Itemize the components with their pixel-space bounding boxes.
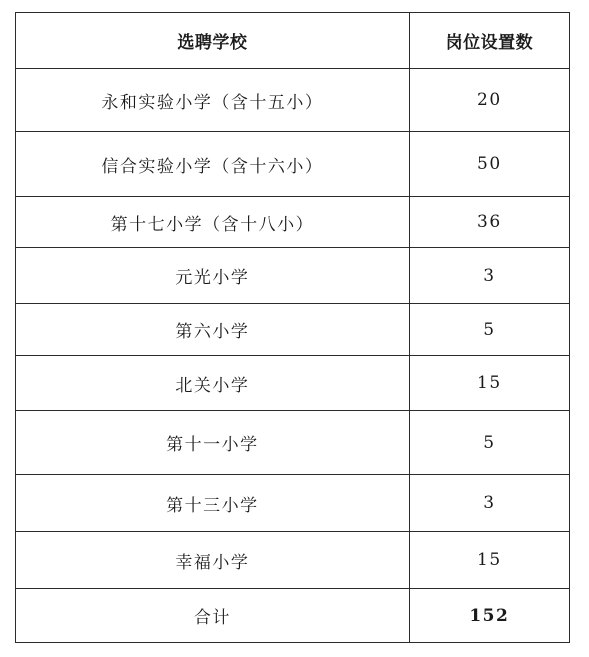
count-cell: 5 <box>409 304 569 356</box>
table-row <box>16 69 570 132</box>
school-cell: 第十一小学 <box>16 411 410 475</box>
school-cell: 北关小学 <box>16 356 410 411</box>
count-cell: 20 <box>409 69 569 132</box>
table-header-row <box>16 13 570 69</box>
count-cell: 50 <box>409 132 569 197</box>
count-cell: 3 <box>409 248 569 304</box>
total-label: 合计 <box>16 589 410 643</box>
total-count: 152 <box>409 589 569 643</box>
table-row <box>16 132 570 197</box>
header-school: 选聘学校 <box>16 13 410 69</box>
count-cell: 5 <box>409 411 569 475</box>
count-cell: 15 <box>409 356 569 411</box>
table-row <box>16 532 570 589</box>
count-cell: 15 <box>409 532 569 589</box>
table-row <box>16 475 570 532</box>
header-count: 岗位设置数 <box>409 13 569 69</box>
table-row <box>16 304 570 356</box>
table-row <box>16 356 570 411</box>
school-cell: 第六小学 <box>16 304 410 356</box>
total-row <box>16 589 570 643</box>
count-cell: 3 <box>409 475 569 532</box>
table-row <box>16 411 570 475</box>
recruitment-table <box>15 12 570 643</box>
school-cell: 元光小学 <box>16 248 410 304</box>
table-row <box>16 248 570 304</box>
school-cell: 永和实验小学（含十五小） <box>16 69 410 132</box>
school-cell: 信合实验小学（含十六小） <box>16 132 410 197</box>
school-cell: 第十七小学（含十八小） <box>16 197 410 248</box>
count-cell: 36 <box>409 197 569 248</box>
school-cell: 第十三小学 <box>16 475 410 532</box>
table-row <box>16 197 570 248</box>
school-cell: 幸福小学 <box>16 532 410 589</box>
